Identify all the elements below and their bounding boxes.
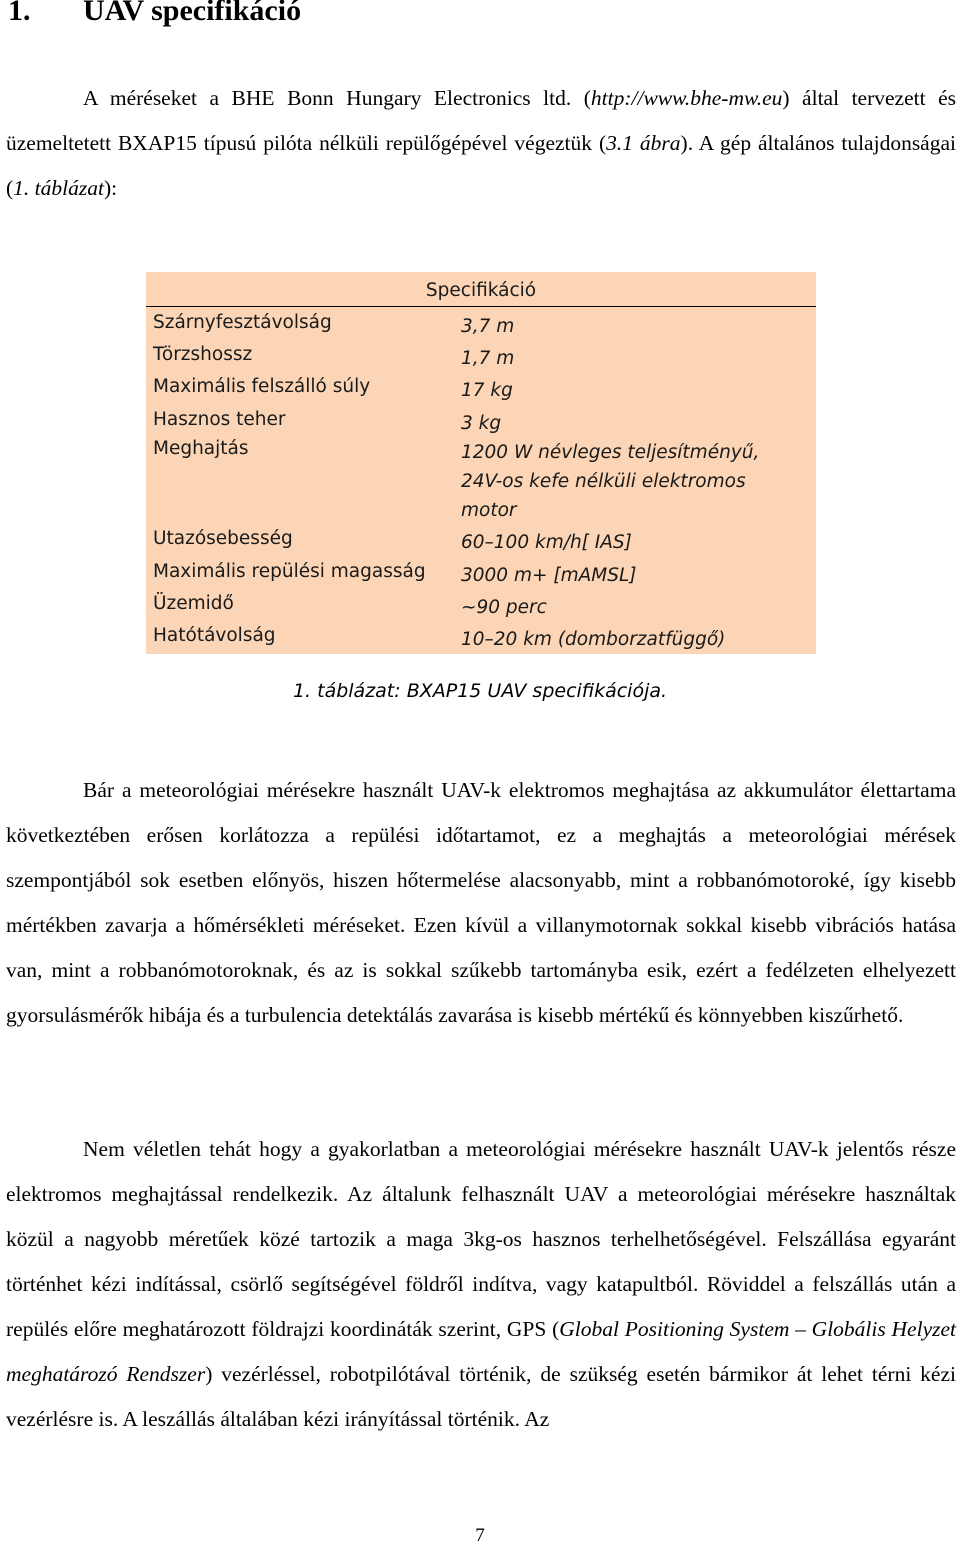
bhe-url-link[interactable]: http://www.bhe-mw.eu	[590, 86, 783, 110]
intro-paragraph	[6, 76, 956, 211]
body-paragraph-2	[6, 1127, 956, 1442]
row-value: ~90 perc	[461, 597, 547, 618]
section-title: UAV specifikáció	[83, 0, 302, 27]
row-label: Hatótávolság	[153, 625, 276, 646]
figure-reference: 3.1 ábra	[606, 131, 681, 155]
row-value: 1200 W névleges teljesítményű, 24V-os kefe nélküli elektromos motor	[461, 442, 760, 521]
specification-table	[146, 272, 816, 654]
intro-text-4: ):	[103, 176, 118, 200]
row-value: 1,7 m	[461, 348, 515, 369]
row-value: 60–100 km/h[ IAS]	[461, 532, 632, 553]
row-value: 3 kg	[461, 413, 502, 434]
row-value: 3,7 m	[461, 316, 515, 337]
row-label: Utazósebesség	[153, 528, 293, 549]
row-value: 10–20 km (domborzatfüggő)	[461, 629, 726, 650]
paragraph2-text-1: Nem véletlen tehát hogy a gyakorlatban a meteorológiai mérésekre használt UAV-k jelentős része elektromos meghajtással rendelkezik. Az általunk felhasznált UAV a meteorológiai mérésekre használtak közül a nagyobb méretűek közé tartozik a maga 3kg-os hasznos terhelhetőségével. Felszállása egyaránt történhet kézi indítással, csörlő segítségével földről indítva, vagy katapultból. Röviddel a felszállás után a repülés előre meghatározott földrajzi koordináták szerint, GPS (	[6, 1137, 956, 1341]
row-label: Meghajtás	[153, 438, 249, 459]
intro-text-2: ) által tervezett és üzemeltetett BXAP15 típusú pilóta nélküli repülőgépével végeztük (	[6, 86, 957, 155]
gps-definition: Global Positioning System – Globális Helyzet meghatározó Rendszer	[6, 1317, 956, 1386]
page-number: 7	[475, 1525, 485, 1546]
table-caption: 1. táblázat: BXAP15 UAV specifikációja.	[292, 680, 668, 702]
row-value: 17 kg	[461, 380, 513, 401]
row-label: Hasznos teher	[153, 409, 286, 430]
body-paragraph-1: Bár a meteorológiai mérésekre használt UAV-k elektromos meghajtása az akkumulátor élettartama következtében erősen korlátozza a repülési időtartamot, ez a meghajtás a meteorológiai mérések szempontjából sok esetben előnyös, hiszen hőtermelése alacsonyabb, mint a robbanómotoroké, így kisebb mértékben zavarja a hőmérsékleti méréseket. Ezen kívül a villanymotornak sokkal kisebb vibrációs hatása van, mint a robbanómotoroknak, és az is sokkal szűkebb tartományba esik, ezért a fedélzeten elhelyezett gyorsulásmérők hibája és a turbulencia detektálás zavarása is kisebb mértékű és könnyebben kiszűrhető.	[6, 778, 956, 1027]
specification-table-title	[146, 272, 816, 307]
row-label: Törzshossz	[153, 344, 253, 365]
row-label: Maximális felszálló súly	[153, 376, 371, 397]
row-value: 3000 m+ [mAMSL]	[461, 565, 637, 586]
row-label: Maximális repülési magasság	[153, 561, 426, 582]
row-label: Üzemidő	[153, 593, 234, 614]
row-label: Szárnyfesztávolság	[153, 312, 332, 333]
section-number: 1.	[8, 0, 31, 27]
paragraph2-text-2: ) vezérléssel, robotpilótával történik, de szükség esetén bármikor át lehet térni kézi vezérlésre is. A leszállás általában kézi irányítással történik. Az	[6, 1362, 956, 1431]
spec-title-text: Specifikáció	[425, 280, 537, 301]
intro-text-1: A méréseket a BHE Bonn Hungary Electronics ltd. (	[83, 86, 591, 110]
section-heading	[8, 0, 301, 28]
intro-text-3: ). A gép általános tulajdonságai (	[6, 131, 956, 200]
table-reference: 1. táblázat	[13, 176, 104, 200]
